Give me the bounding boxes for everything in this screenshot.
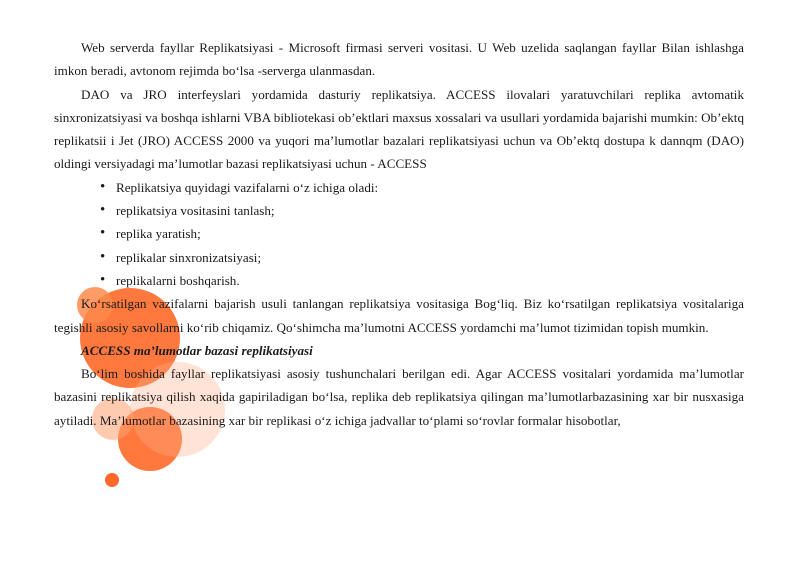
list-item: • replikalar sinxronizatsiyasi; [100,246,744,269]
paragraph-replica-concepts: Bo‘lim boshida fayllar replikatsiyasi asosiy tushunchalari berilgan edi. Agar ACCESS vositalari yordamida ma’lumotlar bazasini replikatsiya qilish xaqida gapiriladigan bo‘lsa, replika deb replikatsiya qilingan ma’lumotlarbazasining xar bir nusxasiga aytiladi. Ma’lumotlar bazasining xar bir replikasi o‘z ichiga jadvallar to‘plami so‘rovlar formalar hisobotlar, [54,366,744,428]
section-heading: ACCESS ma’lumotlar bazasi replikatsiyasi [81,342,313,358]
list-item: • replikatsiya vositasini tanlash; [100,199,744,222]
decorative-dot [105,473,119,487]
replication-tasks-list [54,176,744,292]
list-item: • replikalarni boshqarish. [100,269,744,292]
paragraph-web-replication: Web serverda fayllar Replikatsiyasi - Microsoft firmasi serveri vositasi. U Web uzelida saqlangan fayllar Bilan ishlashga imkon beradi, avtonom rejimda bo‘lsa -serverga ulanmasdan. [54,40,744,79]
list-item: • Replikatsiya quyidagi vazifalarni o‘z ichiga oladi: [100,176,744,199]
list-item: • replika yaratish; [100,222,744,245]
paragraph-selected-tool: Ko‘rsatilgan vazifalarni bajarish usuli tanlangan replikatsiya vositasiga Bog‘liq. Biz ko‘rsatilgan replikatsiya vositalariga tegishli asosiy savollarni ko‘rib chiqamiz. Qo‘shimcha ma’lumotni ACCESS yordamchi ma’lumot tizimidan topish mumkin. [54,296,744,335]
paragraph-dao-jro: DAO va JRO interfeyslari yordamida dasturiy replikatsiya. ACCESS ilovalari yaratuvchilari replika avtomatik sinxronizatsiyasi va boshqa ishlarni VBA bibliotekasi ob’ektlari maxsus xossalari va usullari yordamida bajarishi mumkin: Ob’ektq replikatsii i Jet (JRO) ACCESS 2000 va yuqori ma’lumotlar bazalari replikatsiyasi uchun va Ob’ektq dostupa k dannqm (DAO) oldingi versiyadagi ma’lumotlar bazasi replikatsiyasi uchun - ACCESS [54,86,744,172]
document-body [54,36,744,432]
